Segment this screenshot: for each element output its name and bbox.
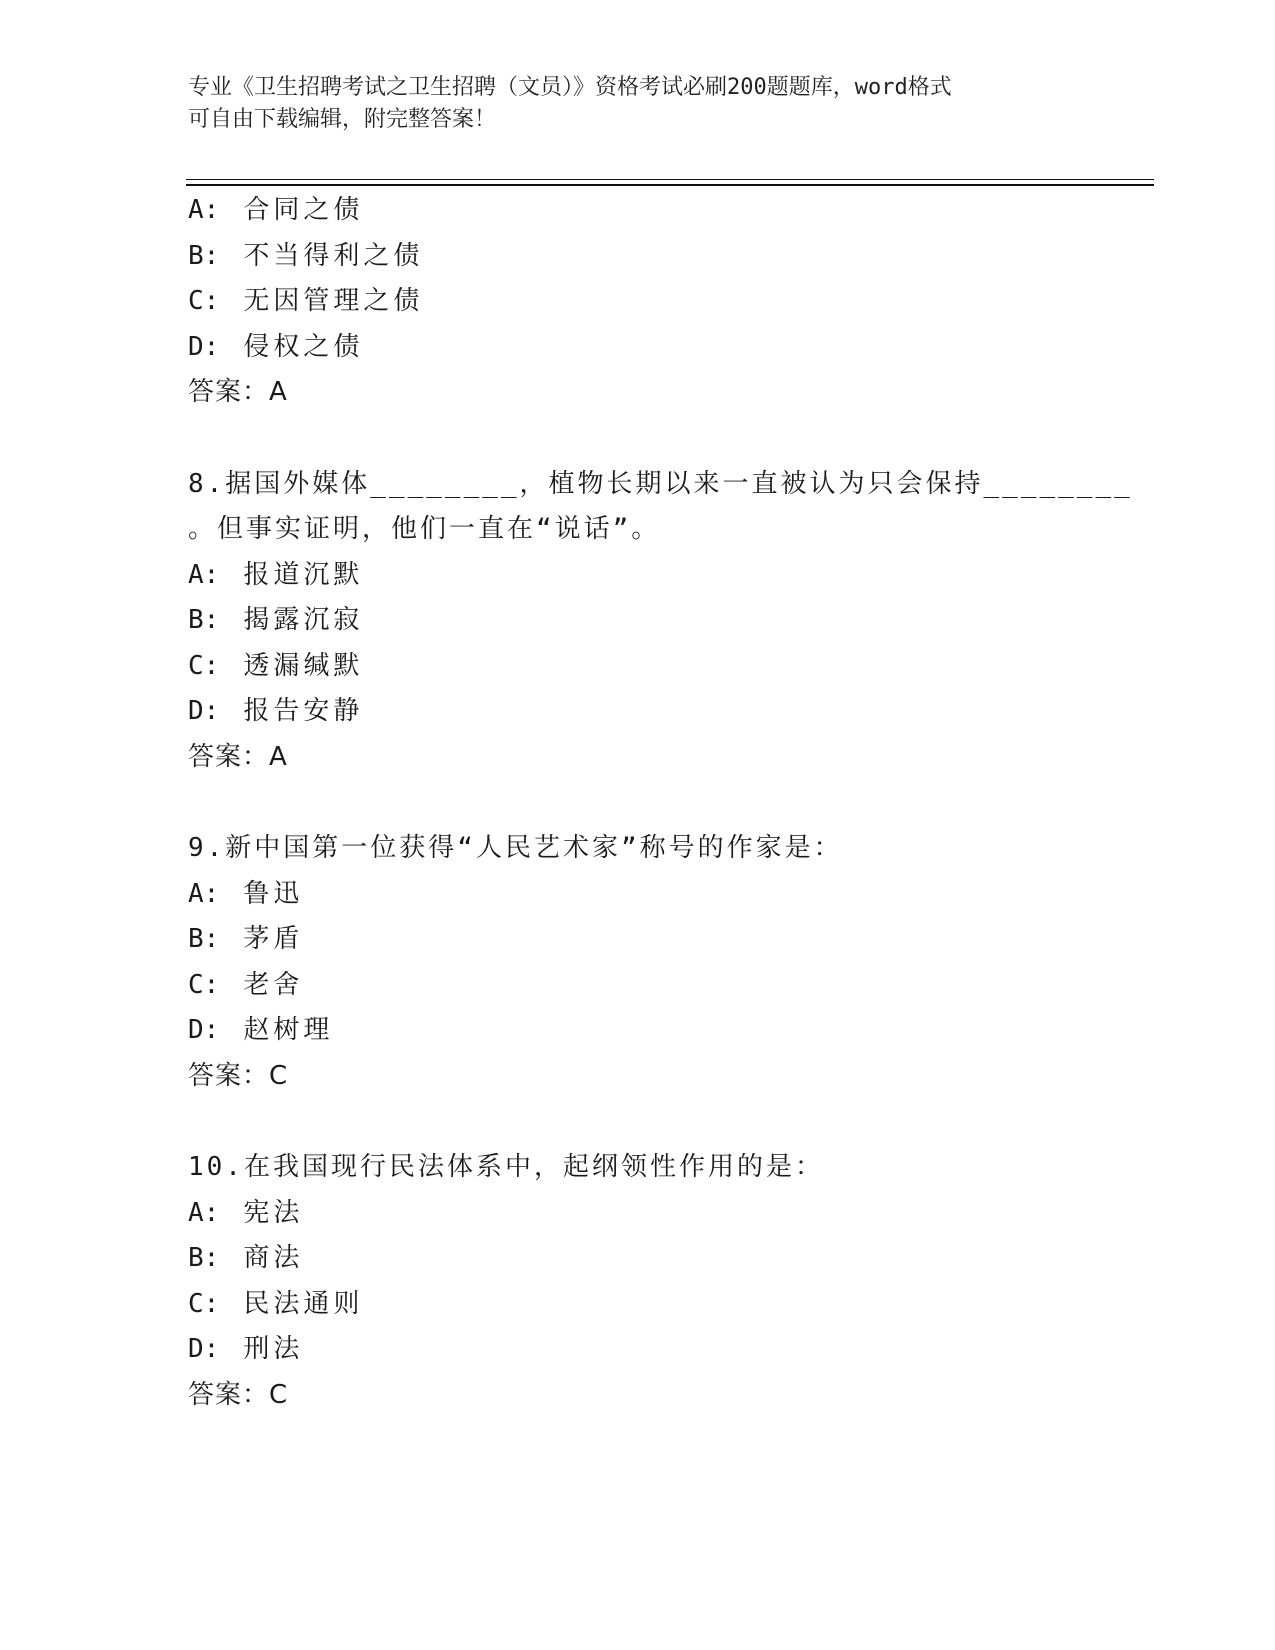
- question-stem: 9.新中国第一位获得“人民艺术家”称号的作家是：: [188, 833, 843, 863]
- option-letter: B:: [188, 1243, 220, 1273]
- option-b: [188, 917, 1088, 963]
- option-text: 赵树理: [243, 1015, 334, 1045]
- option-text: 刑法: [243, 1334, 304, 1364]
- question-8: [188, 462, 1133, 781]
- question-7: [188, 188, 1088, 416]
- option-b: [188, 598, 1088, 644]
- option-c: [188, 644, 1088, 690]
- option-letter: C:: [188, 1288, 220, 1319]
- option-letter: D:: [188, 1015, 220, 1045]
- option-text: 老舍: [243, 969, 304, 1000]
- option-d: [188, 325, 1088, 371]
- option-letter: C:: [188, 969, 220, 1000]
- option-text: 茅盾: [243, 924, 304, 954]
- option-a: [188, 872, 1088, 918]
- answer-line: 答案：C: [188, 1379, 289, 1410]
- option-letter: B:: [188, 924, 220, 954]
- option-b: [188, 234, 1088, 280]
- answer-line: 答案：C: [188, 1060, 289, 1091]
- option-d: [188, 1327, 1088, 1373]
- question-stem: 10.在我国现行民法体系中，起纲领性作用的是：: [188, 1152, 824, 1182]
- answer-line: 答案：A: [188, 377, 288, 407]
- option-letter: B:: [188, 240, 220, 271]
- option-text: 民法通则: [243, 1288, 364, 1319]
- option-letter: A:: [188, 878, 220, 909]
- option-letter: D:: [188, 696, 220, 726]
- option-d: [188, 689, 1088, 735]
- question-spacer: [188, 416, 1088, 462]
- question-stem-line-2: 。但事实证明，他们一直在“说话”。: [188, 514, 661, 544]
- option-text: 商法: [243, 1243, 304, 1273]
- header-title-line-2: 可自由下载编辑，附完整答案！: [188, 107, 497, 132]
- option-text: 鲁迅: [243, 878, 304, 909]
- option-a: [188, 1191, 1088, 1237]
- option-text: 宪法: [243, 1197, 304, 1228]
- option-text: 报道沉默: [243, 559, 364, 590]
- option-a: [188, 188, 1088, 234]
- option-letter: A:: [188, 1197, 220, 1228]
- answer-line: 答案：A: [188, 741, 288, 772]
- option-letter: D:: [188, 1334, 220, 1364]
- question-stem-line-1: 8.据国外媒体________，植物长期以来一直被认为只会保持________: [188, 468, 1133, 499]
- header-title-line-1: 专业《卫生招聘考试之卫生招聘（文员）》资格考试必刷200题题库，word格式: [188, 75, 952, 100]
- option-letter: A:: [188, 195, 220, 225]
- option-b: [188, 1236, 1088, 1282]
- question-spacer: [188, 1099, 1088, 1145]
- option-text: 揭露沉寂: [243, 605, 364, 635]
- document-header: [188, 72, 1088, 136]
- option-letter: C:: [188, 286, 220, 316]
- option-text: 不当得利之债: [243, 240, 424, 271]
- question-9: [188, 826, 1088, 1099]
- question-10: [188, 1145, 1088, 1418]
- option-c: [188, 279, 1088, 325]
- header-divider-thick: [186, 184, 1154, 186]
- option-letter: A:: [188, 559, 220, 590]
- option-letter: D:: [188, 331, 220, 362]
- option-a: [188, 553, 1088, 599]
- header-divider-thin: [186, 179, 1154, 180]
- option-letter: C:: [188, 650, 220, 681]
- option-text: 透漏缄默: [243, 650, 364, 681]
- option-text: 合同之债: [243, 195, 364, 225]
- option-text: 无因管理之债: [243, 286, 424, 316]
- option-text: 报告安静: [243, 696, 364, 726]
- option-d: [188, 1008, 1088, 1054]
- question-list: [188, 188, 1133, 1418]
- option-letter: B:: [188, 605, 220, 635]
- option-c: [188, 963, 1088, 1009]
- question-spacer: [188, 780, 1088, 826]
- option-text: 侵权之债: [243, 331, 364, 362]
- option-c: [188, 1282, 1088, 1328]
